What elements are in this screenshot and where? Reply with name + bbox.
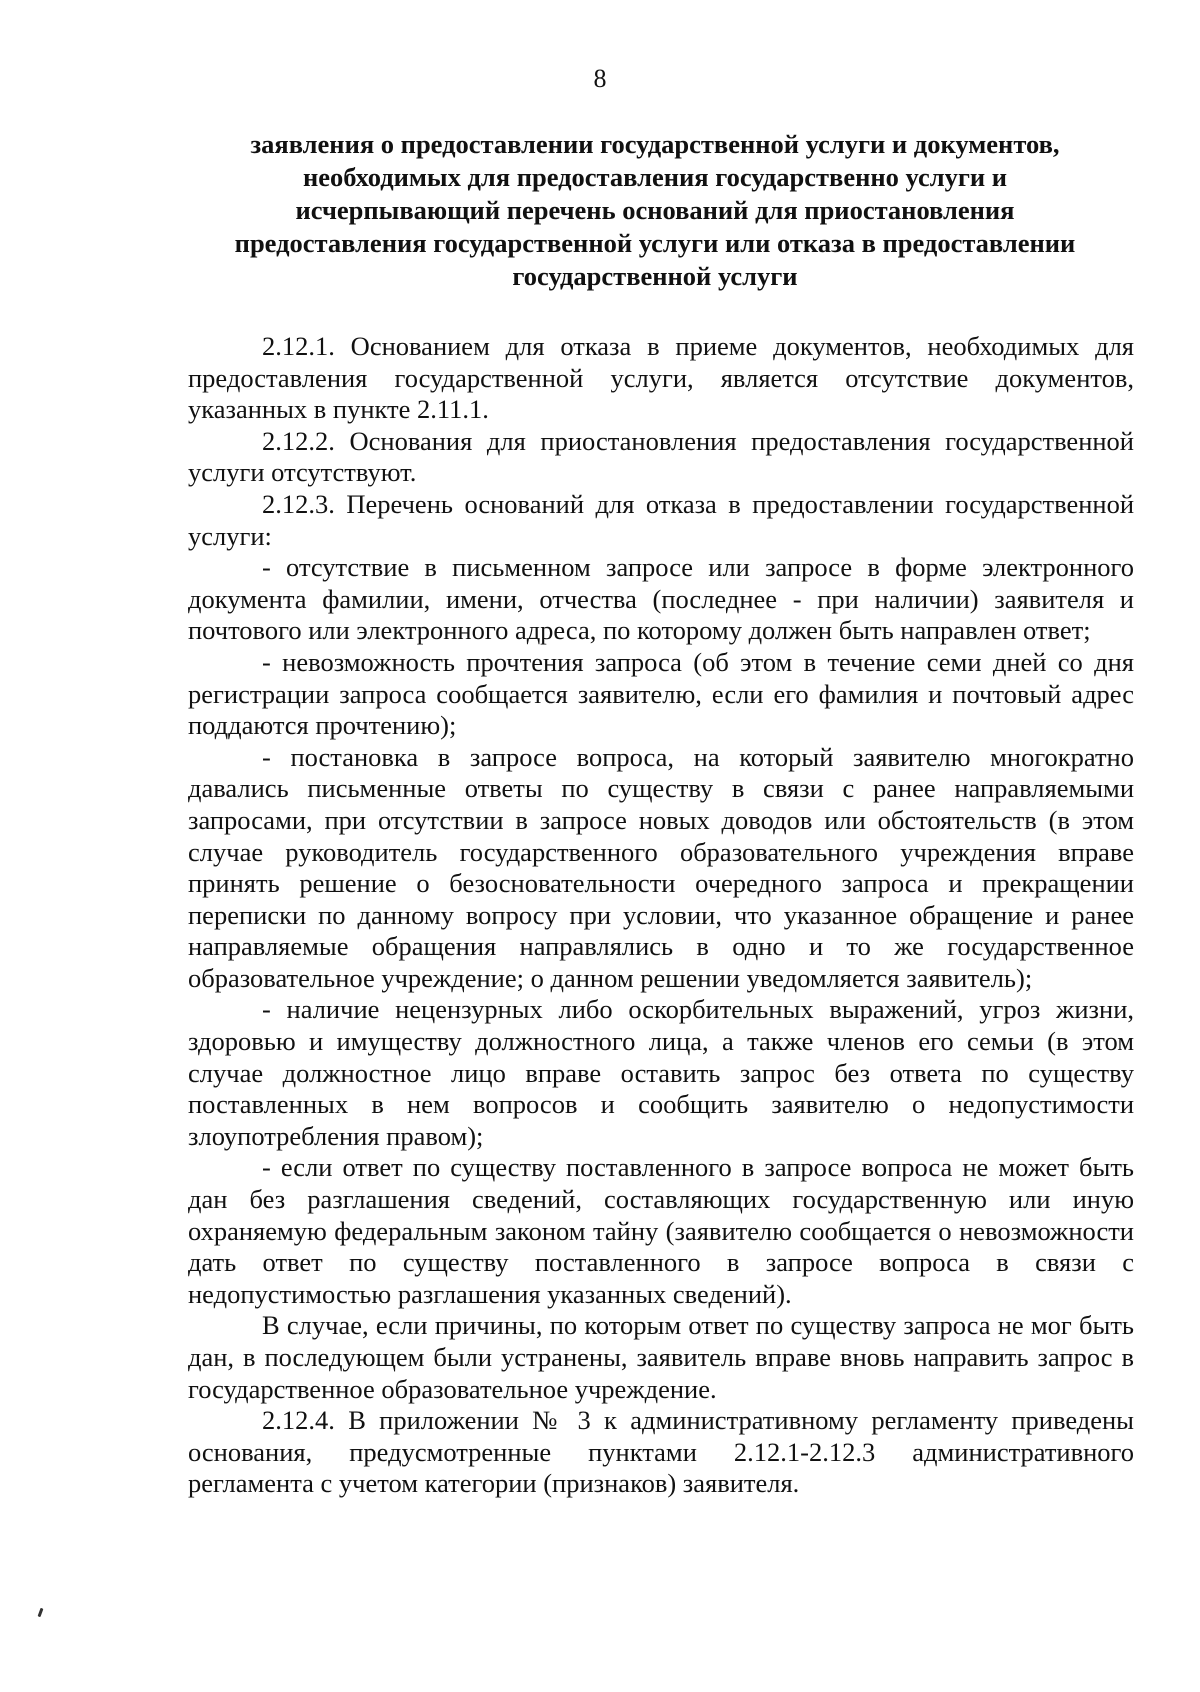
list-item-repeated-question: - постановка в запросе вопроса, на который заявителю многократно давались письменные ответы по существу в связи с ранее направляемыми запросами, при отсутствии в запросе новых доводов или обстоятельств (в этом случае руководитель государственного образовательного учреждения вправе принять решение о безосновательности очередного запроса и прекращении переписки по данному вопросу при условии, что указанное обращение и ранее направляемые обращения направлялись в одно и то же государственное образовательное учреждение; о данном решении уведомляется заявитель);	[188, 741, 1134, 993]
document-body	[188, 331, 1134, 1500]
section-heading: заявления о предоставлении государственной услуги и документов, необходимых для предоставления государственно услуги и исчерпывающий перечень оснований для приостановления предоставления государственной услуги или отказа в предоставлении государственной услуги	[234, 129, 1076, 291]
paragraph-2-12-1: 2.12.1. Основанием для отказа в приеме документов, необходимых для предоставления государственной услуги, является отсутствие документов, указанных в пункте 2.11.1.	[188, 331, 1134, 425]
list-item-obscene-language: - наличие нецензурных либо оскорбительных выражений, угроз жизни, здоровью и имуществу должностного лица, а также членов его семьи (в этом случае должностное лицо вправе оставить запрос без ответа по существу поставленных в нем вопросов и сообщить заявителю о недопустимости злоупотребления правом);	[188, 994, 1134, 1151]
scan-mark	[38, 1608, 44, 1617]
list-item-unreadable-request: - невозможность прочтения запроса (об этом в течение семи дней со дня регистрации запроса сообщается заявителю, если его фамилия и почтовый адрес поддаются прочтению);	[188, 646, 1134, 741]
paragraph-2-12-4: 2.12.4. В приложении № 3 к административному регламенту приведены основания, предусмотренные пунктами 2.12.1-2.12.3 административного регламента с учетом категории (признаков) заявителя.	[188, 1405, 1134, 1499]
paragraph-2-12-2: 2.12.2. Основания для приостановления предоставления государственной услуги отсутствуют.	[188, 425, 1134, 488]
paragraph-resubmission: В случае, если причины, по которым ответ по существу запроса не мог быть дан, в последующем были устранены, заявитель вправе вновь направить запрос в государственное образовательное учреждение.	[188, 1310, 1134, 1404]
list-item-missing-details: - отсутствие в письменном запросе или запросе в форме электронного документа фамилии, имени, отчества (последнее - при наличии) заявителя и почтового или электронного адреса, по которому должен быть направлен ответ;	[188, 552, 1134, 646]
paragraph-2-12-3: 2.12.3. Перечень оснований для отказа в предоставлении государственной услуги:	[188, 488, 1134, 551]
list-item-secret-information: - если ответ по существу поставленного в запросе вопроса не может быть дан без разглашения сведений, составляющих государственную или иную охраняемую федеральным законом тайну (заявителю сообщается о невозможности дать ответ по существу поставленного в запросе вопроса в связи с недопустимостью разглашения указанных сведений).	[188, 1152, 1134, 1309]
page-number: 8	[593, 64, 607, 93]
